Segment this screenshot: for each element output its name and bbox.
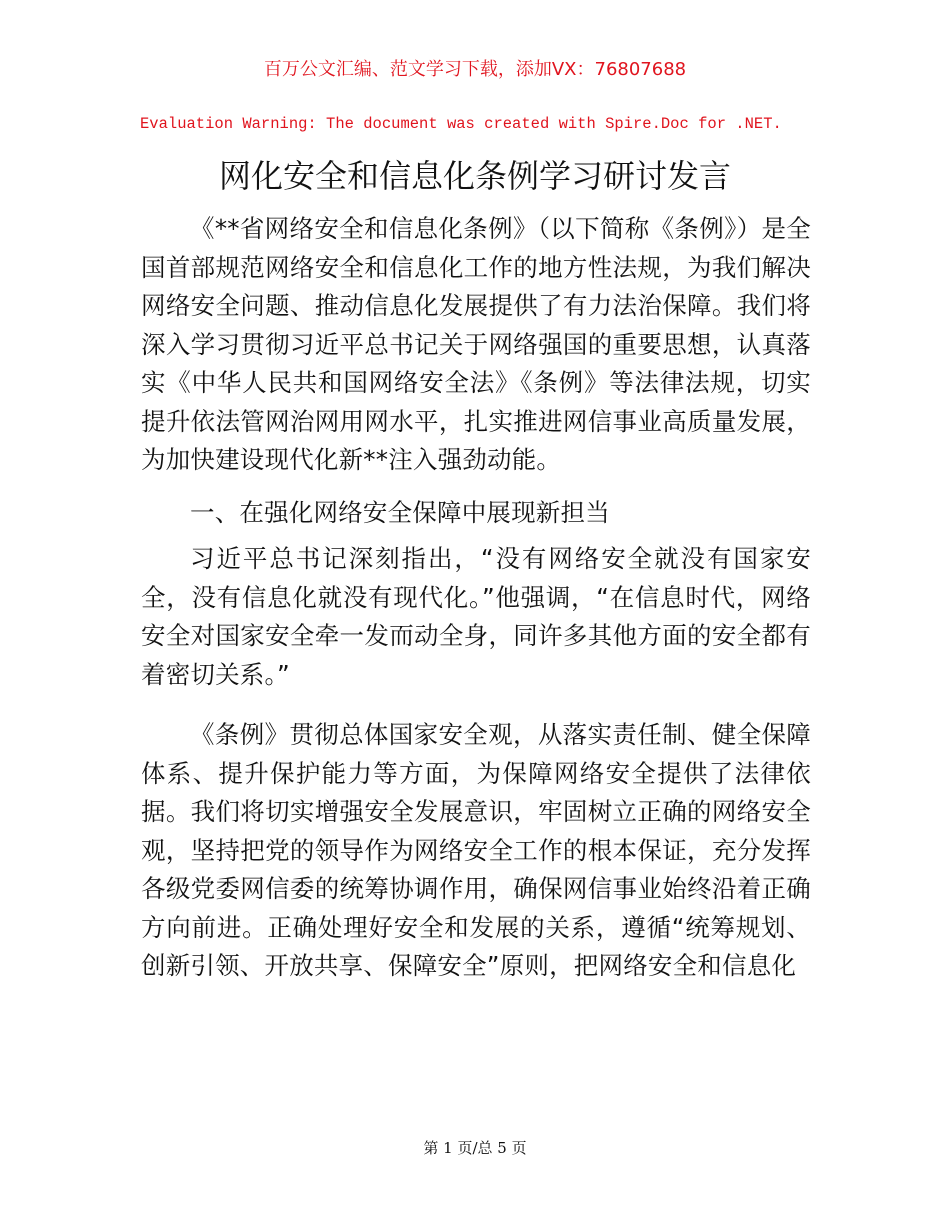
paragraph-regulation: 《条例》贯彻总体国家安全观，从落实责任制、健全保障体系、提升保护能力等方面，为保障网络安全提供了法律依据。我们将切实增强安全发展意识，牢固树立正确的网络安全观，坚持把党的领导作为网络安全工作的根本保证，充分发挥各级党委网信委的统筹协调作用，确保网信事业始终沿着正确方向前进。正确处理好安全和发展的关系，遵循“统筹规划、创新引领、开放共享、保障安全”原则，把网络安全和信息化 (141, 720, 811, 980)
document-title: 网化安全和信息化条例学习研讨发言 (218, 157, 731, 195)
header-banner: 百万公文汇编、范文学习下载，添加VX：76807688 (263, 59, 687, 80)
section-heading-1: 一、在强化网络安全保障中展现新担当 (190, 497, 610, 527)
paragraph-intro: 《**省网络安全和信息化条例》（以下简称《条例》）是全国首部规范网络安全和信息化工作的地方性法规，为我们解决网络安全问题、推动信息化发展提供了有力法治保障。我们将深入学习贯彻习近平总书记关于网络强国的重要思想，认真落实《中华人民共和国网络安全法》《条例》等法律法规，切实提升依法管网治网用网水平，扎实推进网信事业高质量发展，为加快建设现代化新**注入强劲动能。 (141, 214, 811, 474)
evaluation-warning: Evaluation Warning: The document was created with Spire.Doc for .NET. (140, 115, 782, 133)
page-number: 第 1 页/总 5 页 (423, 1139, 527, 1157)
document-body (141, 210, 811, 986)
paragraph-quote: 习近平总书记深刻指出，“没有网络安全就没有国家安全，没有信息化就没有现代化。”他强调，“在信息时代，网络安全对国家安全牵一发而动全身，同许多其他方面的安全都有着密切关系。” (141, 544, 811, 689)
